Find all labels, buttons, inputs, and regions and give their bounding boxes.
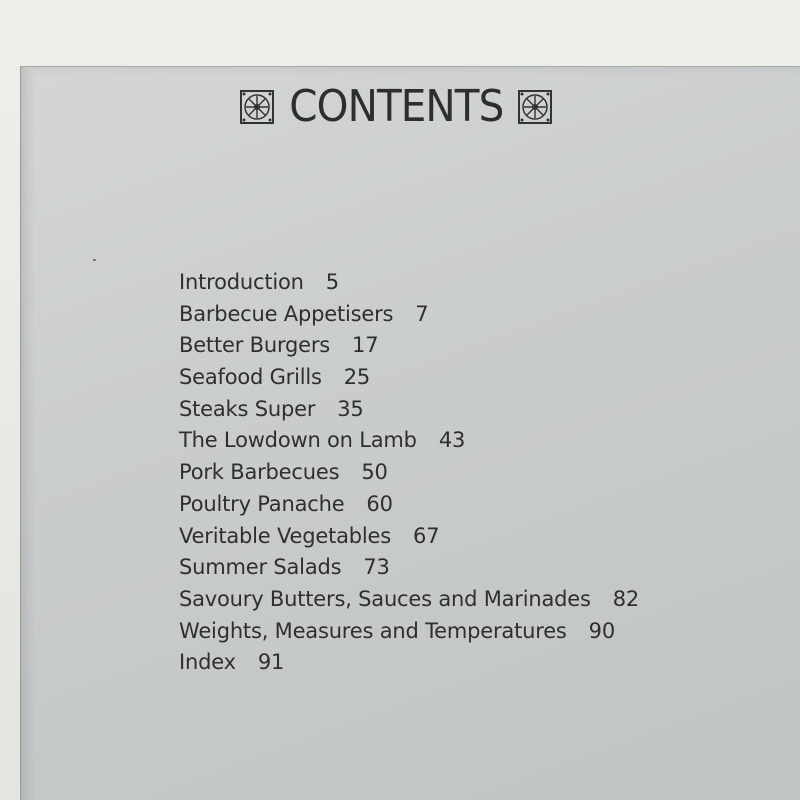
toc-entry-page: 67 [413, 523, 440, 548]
toc-entry-title: Summer Salads [179, 555, 342, 580]
toc-entry-page: 17 [352, 333, 379, 358]
toc-entry-title: Seafood Grills [179, 365, 322, 390]
toc-entry [179, 425, 639, 457]
toc-entry-page: 5 [325, 270, 339, 294]
toc-entry-title: The Lowdown on Lamb [179, 428, 417, 453]
toc-entry-page: 82 [612, 586, 640, 611]
page-title: CONTENTS [288, 81, 504, 132]
toc-entry-title: Pork Barbecues [179, 460, 340, 485]
toc-entry-page: 60 [366, 491, 393, 516]
toc-entry [179, 584, 639, 616]
toc-entry [179, 552, 639, 584]
toc-entry [179, 489, 639, 521]
toc-entry-page: 50 [361, 460, 388, 485]
toc-entry [179, 330, 639, 362]
toc-entry-page: 90 [588, 618, 615, 643]
toc-entry-page: 91 [257, 650, 285, 675]
toc-entry-title: Index [179, 650, 236, 675]
toc-entry-page: 73 [363, 555, 390, 580]
toc-entry-title: Introduction [179, 270, 304, 294]
contents-heading [21, 81, 800, 132]
rosette-ornament-icon [240, 90, 274, 124]
toc-entry [179, 299, 639, 331]
table-of-contents [179, 267, 639, 679]
toc-entry-title: Better Burgers [179, 333, 331, 358]
toc-entry-page: 43 [438, 428, 466, 453]
toc-entry-title: Steaks Super [179, 396, 316, 421]
toc-entry-title: Savoury Butters, Sauces and Marinades [179, 586, 591, 611]
toc-entry-title: Veritable Vegetables [179, 523, 392, 548]
toc-entry-title: Barbecue Appetisers [179, 301, 394, 326]
toc-entry-title: Weights, Measures and Temperatures [179, 618, 567, 643]
toc-entry [179, 616, 639, 648]
toc-entry-page: 25 [343, 365, 371, 390]
toc-entry [179, 521, 639, 553]
toc-entry [179, 457, 639, 489]
page-speck [93, 259, 96, 261]
book-page [20, 66, 800, 800]
toc-entry-page: 7 [415, 301, 429, 326]
toc-entry [179, 362, 639, 394]
toc-entry-title: Poultry Panache [179, 491, 345, 516]
toc-entry-page: 35 [337, 396, 364, 421]
rosette-ornament-icon [518, 90, 552, 124]
toc-entry [179, 394, 639, 426]
toc-entry [179, 267, 639, 299]
toc-entry [179, 647, 639, 679]
